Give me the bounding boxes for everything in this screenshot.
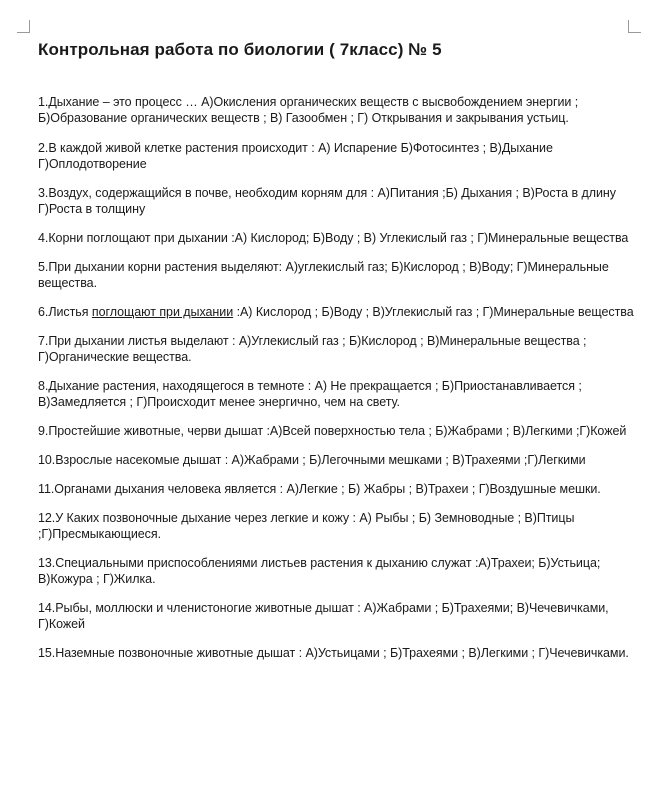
question-text-part: 6.Листья [38,305,92,319]
question-item: 3.Воздух, содержащийся в почве, необходим корням для : А)Питания ;Б) Дыхания ; В)Роста в длину Г)Роста в толщину [38,186,616,216]
question-item: 9.Простейшие животные, черви дышат :А)Всей поверхностью тела ; Б)Жабрами ; В)Легкими ;Г)Кожей [38,424,627,438]
page-corner-mark-right [628,20,641,33]
question-item: 8.Дыхание растения, находящегося в темноте : А) Не прекращается ; Б)Приостанавливается ; В)Замедляется ; Г)Происходит менее энергично, чем на свету. [38,379,582,409]
question-item: 14.Рыбы, моллюски и членистоногие животные дышат : А)Жабрами ; Б)Трахеями; В)Чечевичками, Г)Кожей [38,601,609,631]
question-item: 1.Дыхание – это процесс … А)Окисления органических веществ с высвобождением энергии ; Б)Образование органических веществ ; В) Газообмен ; Г) Открывания и закрывания устьиц. [38,95,579,125]
question-item: 13.Специальными приспособлениями листьев растения к дыханию служат :А)Трахеи; Б)Устьица; В)Кожура ; Г)Жилка. [38,556,601,586]
question-item: 7.При дыхании листья выделают : А)Углекислый газ ; Б)Кислород ; В)Минеральные вещества ; Г)Органические вещества. [38,334,587,364]
question-list [38,94,642,661]
page-title: Контрольная работа по биологии ( 7класс) № 5 [38,40,442,59]
question-item: 5.При дыхании корни растения выделяют: А)углекислый газ; Б)Кислород ; В)Воду; Г)Минеральные вещества. [38,260,609,290]
page-corner-mark-left [17,20,30,33]
question-text-part: :А) Кислород ; Б)Воду ; В)Углекислый газ ; Г)Минеральные вещества [233,305,634,319]
question-item: 10.Взрослые насекомые дышат : А)Жабрами ; Б)Легочными мешками ; В)Трахеями ;Г)Легкими [38,453,586,467]
underlined-phrase: поглощают при дыхании [91,305,234,319]
question-item: 4.Корни поглощают при дыхании :А) Кислород; Б)Воду ; В) Углекислый газ ; Г)Минеральные вещества [38,231,629,245]
question-item [38,304,642,320]
question-item: 11.Органами дыхания человека является : А)Легкие ; Б) Жабры ; В)Трахеи ; Г)Воздушные мешки. [38,482,601,496]
question-item: 15.Наземные позвоночные животные дышат : А)Устьицами ; Б)Трахеями ; В)Легкими ; Г)Чечевичками. [38,646,629,660]
question-item: 2.В каждой живой клетке растения происходит : А) Испарение Б)Фотосинтез ; В)Дыхание Г)Оплодотворение [38,141,553,171]
question-item: 12.У Каких позвоночные дыхание через легкие и кожу : А) Рыбы ; Б) Земноводные ; В)Птицы ;Г)Пресмыкающиеся. [38,511,575,541]
